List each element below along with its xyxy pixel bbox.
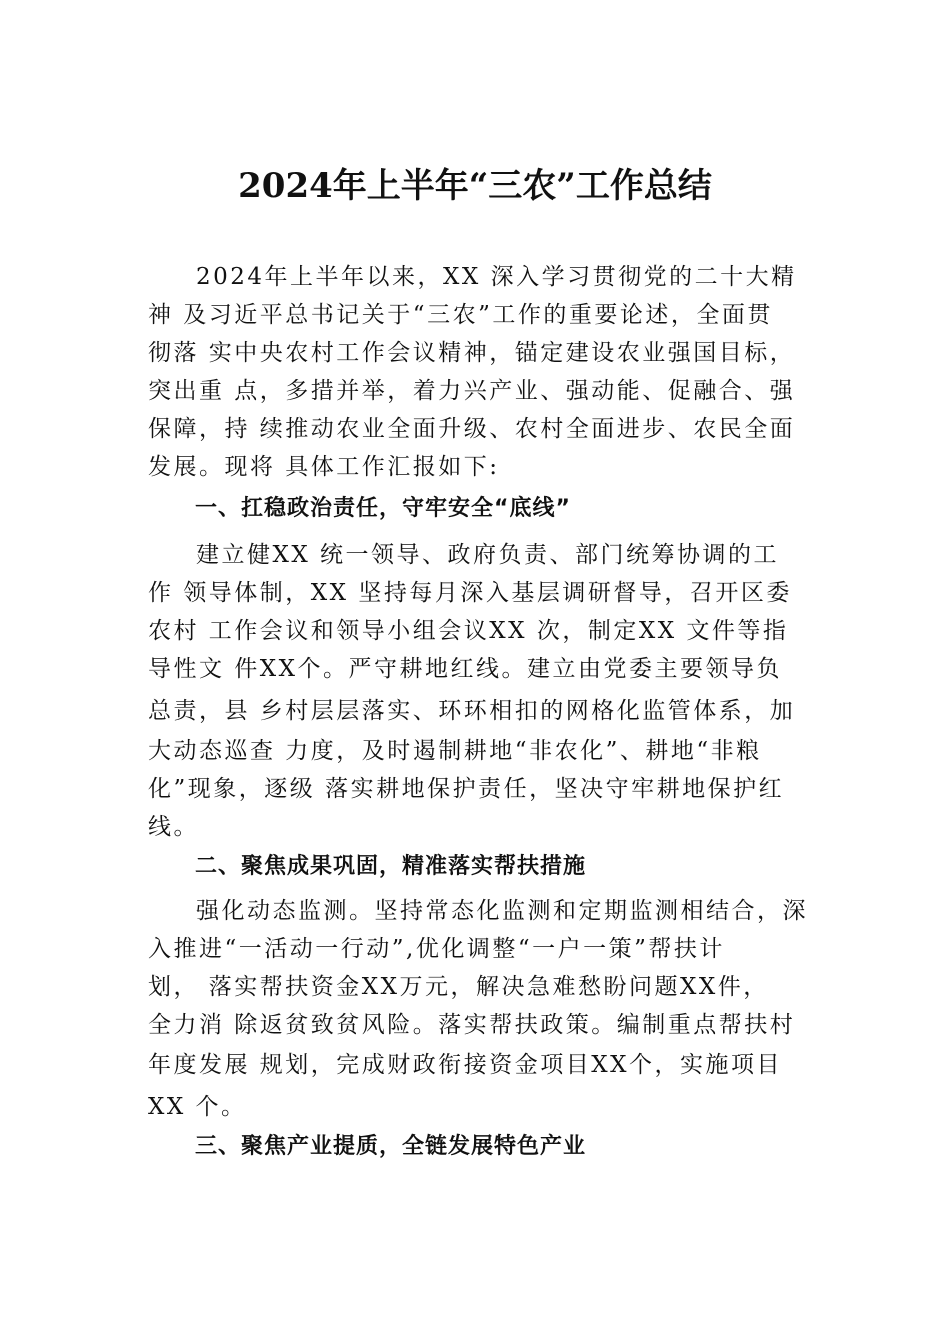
paragraph-line: 全力消 除返贫致贫风险。落实帮扶政策。编制重点帮扶村 <box>148 1012 796 1038</box>
paragraph-line: 作 领导体制，XX 坚持每月深入基层调研督导，召开区委 <box>148 580 792 606</box>
paragraph-line: 导性文 件XX个。严守耕地红线。建立由党委主要领导负 <box>148 656 783 682</box>
paragraph-line: 突出重 点，多措并举，着力兴产业、强动能、促融合、强 <box>148 378 796 404</box>
paragraph-line: 神 及习近平总书记关于“三农”工作的重要论述，全面贯 <box>148 302 773 328</box>
section-heading-3: 三、聚焦产业提质，全链发展特色产业 <box>195 1134 587 1159</box>
section-heading-1: 一、扛稳政治责任，守牢安全“底线” <box>195 496 571 521</box>
paragraph-line: 保障，持 续推动农业全面升级、农村全面进步、农民全面 <box>148 416 796 442</box>
paragraph-line: 强化动态监测。坚持常态化监测和定期监测相结合，深 <box>196 898 808 924</box>
paragraph-line: 总责，县 乡村层层落实、环环相扣的网格化监管体系，加 <box>148 698 796 724</box>
paragraph-line: 建立健XX 统一领导、政府负责、部门统筹协调的工 <box>196 542 780 568</box>
paragraph-line: 划， 落实帮扶资金XX万元，解决急难愁盼问题XX件， <box>148 974 769 1000</box>
document-title: 2024年上半年“三农”工作总结 <box>238 166 712 206</box>
paragraph-line: 线。 <box>148 814 199 840</box>
paragraph-line: 入推进“一活动一行动”,优化调整“一户一策”帮扶计 <box>148 936 725 962</box>
paragraph-line: 大动态巡查 力度，及时遏制耕地“非农化”、耕地“非粮 <box>148 738 762 764</box>
paragraph-line: XX 个。 <box>148 1094 247 1120</box>
paragraph-line: 2024年上半年以来，XX 深入学习贯彻党的二十大精 <box>196 264 797 290</box>
paragraph-line: 彻落 实中央农村工作会议精神，锚定建设农业强国目标， <box>148 340 796 366</box>
paragraph-line: 发展。现将 具体工作汇报如下: <box>148 454 500 480</box>
section-heading-2: 二、聚焦成果巩固，精准落实帮扶措施 <box>195 854 587 879</box>
paragraph-line: 年度发展 规划，完成财政衔接资金项目XX个，实施项目 <box>148 1052 783 1078</box>
paragraph-line: 农村 工作会议和领导小组会议XX 次，制定XX 文件等指 <box>148 618 789 644</box>
paragraph-line: 化”现象，逐级 落实耕地保护责任，坚决守牢耕地保护红 <box>148 776 785 802</box>
